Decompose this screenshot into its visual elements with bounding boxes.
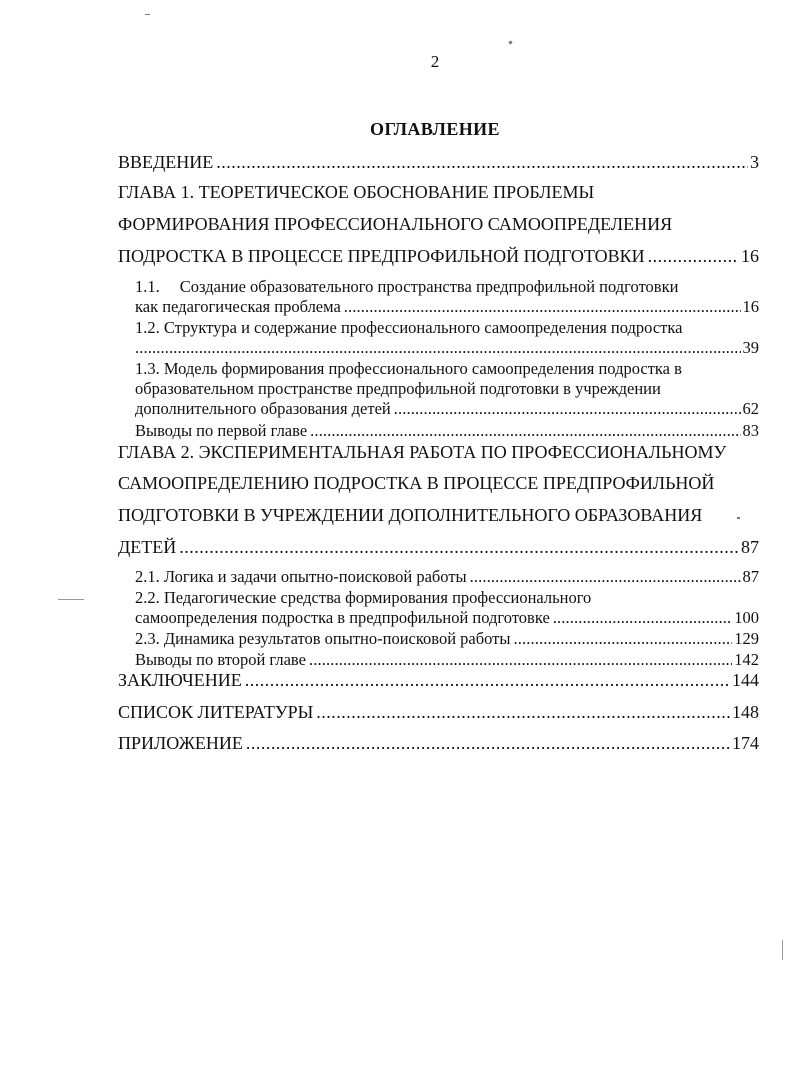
toc-entry-chapter-1[interactable] [118,182,759,203]
entry-text-line: 1.3. Модель формирования профессионального самоопределения подростка в [135,359,682,378]
toc-entry-chapter-2-cont [118,537,759,558]
entry-text: 2.3. Динамика результатов опытно-поисковой работы [135,629,511,648]
entry-page: 129 [734,629,759,648]
entry-page: 87 [741,537,759,557]
entry-text: ЗАКЛЮЧЕНИЕ [118,670,242,690]
dot-leader [648,246,739,267]
dot-leader [470,567,741,587]
entry-text: СПИСОК ЛИТЕРАТУРЫ [118,702,314,722]
toc-entry-section-2-3[interactable] [135,629,759,649]
entry-page: 16 [741,246,759,266]
entry-text-line: Создание образовательного пространства предпрофильной подготовки [179,277,679,296]
entry-text-line: 2.2. Педагогические средства формирования профессионального [135,588,592,607]
dot-leader [216,152,748,173]
entry-page: 148 [732,702,759,722]
entry-text-line: ФОРМИРОВАНИЯ ПРОФЕССИОНАЛЬНОГО САМООПРЕДЕЛЕНИЯ [118,214,673,234]
scan-speck [782,940,783,960]
entry-text-line: образовательном пространстве предпрофильной подготовки в учреждении [135,379,661,398]
toc-entry-section-1-3[interactable] [135,359,759,419]
dot-leader [394,399,741,419]
entry-text-line: 1.2. Структура и содержание профессионального самоопределения подростка [135,318,683,337]
entry-text: ПРИЛОЖЕНИЕ [118,733,243,753]
scan-speck [58,599,84,600]
scan-speck [145,14,150,15]
entry-page: 83 [742,421,759,440]
toc-entry-references[interactable] [118,702,759,723]
toc-entry-chapter-1-cont [118,214,759,235]
toc-entry-chapter-1-cont [118,246,759,267]
dot-leader [179,537,739,558]
toc-entry-chapter-2-cont [118,505,759,526]
toc-entry-chapter-2-cont [118,473,759,494]
toc-entry-section-2-1[interactable] [135,567,759,587]
toc-entry-section-1-2[interactable] [135,318,759,358]
entry-page: 142 [734,650,759,669]
toc-entry-section-2-2[interactable] [135,588,759,628]
entry-page: 87 [742,567,759,586]
entry-page: 16 [742,297,759,316]
entry-text-line: ПОДГОТОВКИ В УЧРЕЖДЕНИИ ДОПОЛНИТЕЛЬНОГО ОБРАЗОВАНИЯ [118,505,703,525]
entry-page: 174 [732,733,759,753]
dot-leader [513,629,732,649]
toc-title: ОГЛАВЛЕНИЕ [370,119,500,139]
page-number: 2 [430,52,440,71]
dot-leader [246,733,730,754]
entry-text-line: ПОДРОСТКА В ПРОЦЕССЕ ПРЕДПРОФИЛЬНОЙ ПОДГОТОВКИ [118,246,645,266]
entry-text-line: ГЛАВА 1. ТЕОРЕТИЧЕСКОЕ ОБОСНОВАНИЕ ПРОБЛЕМЫ [118,182,595,202]
toc-entry-conclusion[interactable] [118,670,759,691]
entry-page: 100 [734,608,759,627]
dot-leader [309,650,732,670]
entry-text-line: дополнительного образования детей [135,399,391,418]
entry-text: Выводы по первой главе [135,421,308,440]
section-number: 1.1. [135,277,160,296]
entry-text: Выводы по второй главе [135,650,306,669]
toc-entry-conclusions-2[interactable] [135,650,759,670]
entry-page: 144 [732,670,759,690]
entry-text-line: ДЕТЕЙ [118,537,177,557]
entry-text: ВВЕДЕНИЕ [118,152,214,172]
entry-text-line: ГЛАВА 2. ЭКСПЕРИМЕНТАЛЬНАЯ РАБОТА ПО ПРОФЕССИОНАЛЬНОМУ [118,442,727,462]
dot-leader [344,297,741,317]
entry-text-line: самоопределения подростка в предпрофильной подготовке [135,608,550,627]
dot-leader [310,421,740,441]
entry-page: 3 [750,152,759,172]
entry-text: 2.1. Логика и задачи опытно-поисковой работы [135,567,467,586]
entry-text-line: САМООПРЕДЕЛЕНИЮ ПОДРОСТКА В ПРОЦЕССЕ ПРЕДПРОФИЛЬНОЙ [118,473,715,493]
toc-entry-introduction[interactable] [118,152,759,173]
toc-entry-chapter-2[interactable] [118,442,759,463]
dot-leader [245,670,730,691]
scan-speck [508,40,512,44]
dot-leader [135,338,741,358]
entry-page: 39 [742,338,759,357]
toc-entry-appendix[interactable] [118,733,759,754]
entry-page: 62 [742,399,759,418]
toc-entry-conclusions-1[interactable] [135,421,759,441]
dot-leader [316,702,730,723]
entry-text-line: как педагогическая проблема [135,297,341,316]
dot-leader [553,608,732,628]
toc-entry-section-1-1[interactable] [135,277,759,317]
